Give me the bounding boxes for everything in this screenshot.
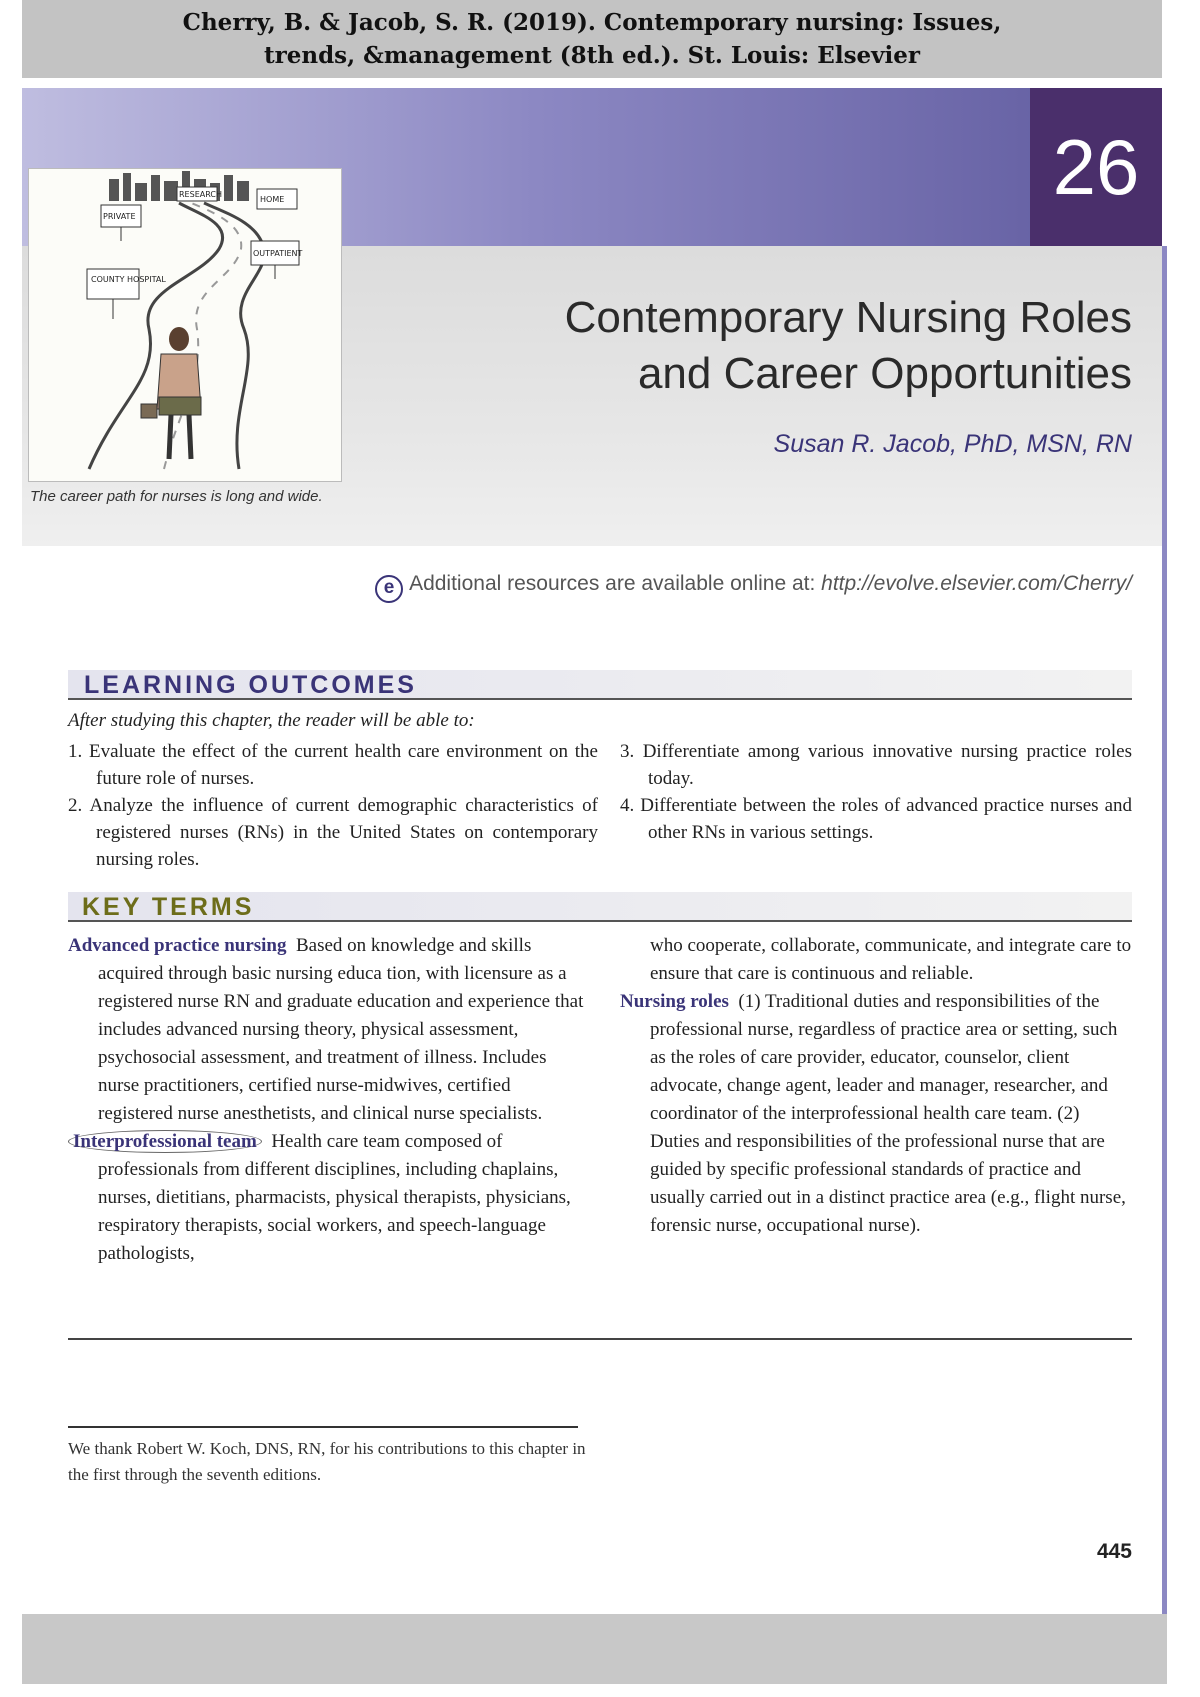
key-term-definition: Health care team composed of professionals from different disciplines, including chaplains, nurses, dietitians, pharmacists, physical therapists, physicians, respiratory therapists, social workers, and speech-language pathologists, bbox=[98, 1131, 571, 1264]
chapter-title-line-1: Contemporary Nursing Roles bbox=[564, 293, 1132, 342]
footnote-rule bbox=[68, 1426, 578, 1428]
scan-bottom-bar bbox=[22, 1614, 1167, 1684]
acknowledgment-footnote: We thank Robert W. Koch, DNS, RN, for his contributions to this chapter in the first through the seventh editions. bbox=[68, 1439, 586, 1484]
learning-outcome-item: 3. Differentiate among various innovative nursing practice roles today. bbox=[620, 741, 1132, 789]
citation-banner bbox=[22, 0, 1162, 78]
page-edge-rule bbox=[1162, 246, 1167, 1646]
key-term-name: Advanced practice nursing bbox=[68, 935, 287, 956]
svg-text:COUNTY HOSPITAL: COUNTY HOSPITAL bbox=[91, 275, 166, 284]
illustration-caption: The career path for nurses is long and wide. bbox=[30, 488, 323, 505]
key-term-definition: (1) Traditional duties and responsibilities of the professional nurse, regardless of practice area or setting, such as the roles of care provider, educator, counselor, client advocate, change agent, leader and manager, researcher, and coordinator of the interprofessional health care team. (2) Duties and responsibilities of the professional nurse that are guided by specific professional standards of practice and usually carried out in a distinct practice area (e.g., flight nurse, forensic nurse, occupational nurse). bbox=[650, 991, 1126, 1236]
citation-line-2: trends, &management (8th ed.). St. Louis: Elsevier bbox=[263, 42, 921, 69]
key-term-name: Nursing roles bbox=[620, 991, 729, 1012]
evolve-e-icon: e bbox=[375, 575, 403, 603]
key-terms-column-right bbox=[620, 932, 1132, 1240]
section-divider bbox=[68, 1338, 1132, 1340]
chapter-title-line-2: and Career Opportunities bbox=[637, 349, 1132, 398]
svg-text:PRIVATE: PRIVATE bbox=[103, 212, 136, 221]
online-resources-note bbox=[300, 572, 1132, 603]
key-terms-column-left bbox=[68, 932, 588, 1268]
page-number: 445 bbox=[1096, 1540, 1132, 1563]
key-term-entry bbox=[68, 1128, 588, 1268]
learning-outcomes-heading: LEARNING OUTCOMES bbox=[68, 670, 1132, 700]
key-term-continuation: who cooperate, collaborate, communicate, and integrate care to ensure that care is continuous and reliable. bbox=[650, 935, 1132, 984]
learning-outcomes-list-left bbox=[68, 738, 598, 873]
key-terms-heading: KEY TERMS bbox=[68, 892, 1132, 922]
key-term-name: Interprofessional team bbox=[68, 1130, 262, 1153]
key-term-entry bbox=[68, 932, 588, 1128]
svg-text:HOME: HOME bbox=[260, 195, 285, 204]
key-term-definition: Based on knowledge and skills acquired through basic nursing educa tion, with licensure as a registered nurse RN and graduate education and experience that includes advanced nursing theory, physical assessment, psychosocial assessment, and treatment of illness. Includes nurse practitioners, certified nurse-midwives, certified registered nurse anesthetists, and clinical nurse specialists. bbox=[98, 935, 584, 1124]
resources-link[interactable]: http://evolve.elsevier.com/Cherry/ bbox=[821, 572, 1132, 595]
learning-outcomes-list-right bbox=[620, 738, 1132, 846]
learning-outcome-item: 4. Differentiate between the roles of advanced practice nurses and other RNs in various settings. bbox=[620, 795, 1132, 843]
learning-outcome-item: 1. Evaluate the effect of the current health care environment on the future role of nurses. bbox=[68, 741, 598, 789]
learning-outcomes-intro: After studying this chapter, the reader will be able to: bbox=[68, 710, 475, 731]
chapter-title bbox=[420, 290, 1132, 402]
learning-outcome-item: 2. Analyze the influence of current demographic characteristics of registered nurses (RNs) in the United States on contemporary nursing roles. bbox=[68, 795, 598, 870]
resources-text: Additional resources are available online at: bbox=[409, 572, 822, 595]
svg-text:RESEARCH: RESEARCH bbox=[179, 190, 222, 199]
chapter-number: 26 bbox=[1030, 88, 1162, 246]
key-term-entry bbox=[620, 988, 1132, 1240]
road-cartoon-icon bbox=[29, 169, 341, 481]
citation-line-1: Cherry, B. & Jacob, S. R. (2019). Contemporary nursing: Issues, bbox=[182, 9, 1002, 36]
career-path-illustration bbox=[28, 168, 342, 482]
svg-text:OUTPATIENT: OUTPATIENT bbox=[253, 249, 303, 258]
chapter-author: Susan R. Jacob, PhD, MSN, RN bbox=[773, 430, 1132, 458]
